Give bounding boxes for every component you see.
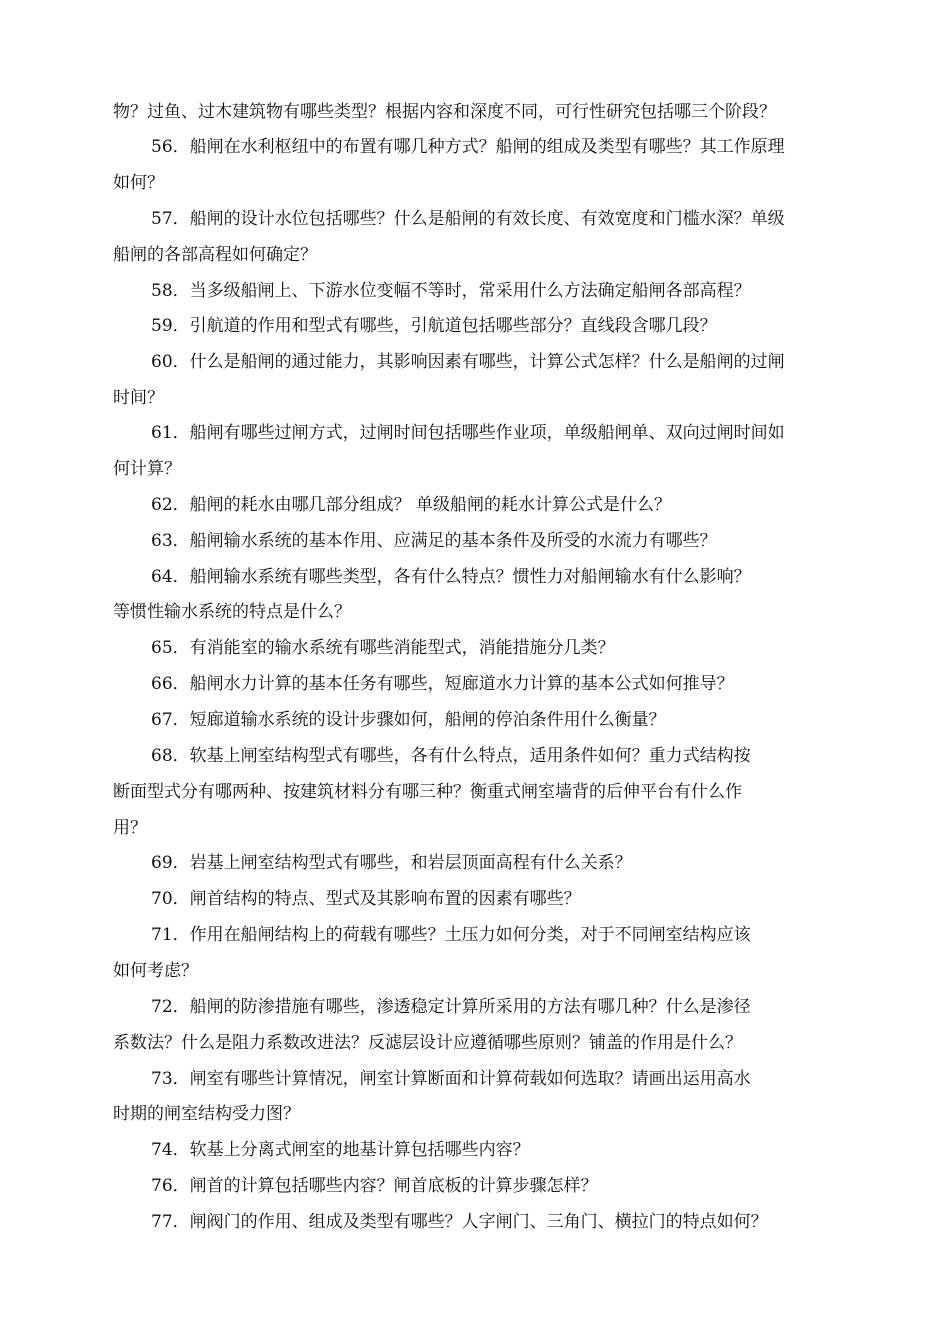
question-65-line-1	[0, 637, 950, 659]
question-61-line-1	[0, 422, 950, 444]
question-76-line-1	[0, 1175, 950, 1197]
line-text: 等惯性输水系统的特点是什么？	[113, 602, 351, 622]
question-61-line-2	[0, 458, 950, 480]
line-text: 74．软基上分离式闸室的地基计算包括哪些内容？	[151, 1140, 530, 1160]
line-text: 70．闸首结构的特点、型式及其影响布置的因素有哪些？	[151, 889, 581, 909]
line-text: 58．当多级船闸上、下游水位变幅不等时，常采用什么方法确定船闸各部高程？	[151, 281, 751, 301]
question-60-line-2	[0, 387, 950, 409]
question-72-line-2	[0, 1032, 950, 1054]
question-71-line-2	[0, 960, 950, 982]
question-66-line-1	[0, 673, 950, 695]
line-text: 物？过鱼、过木建筑物有哪些类型？根据内容和深度不同，可行性研究包括哪三个阶段？	[113, 102, 776, 122]
line-text: 66．船闸水力计算的基本任务有哪些，短廊道水力计算的基本公式如何推导？	[151, 674, 734, 694]
line-text: 60．什么是船闸的通过能力，其影响因素有哪些，计算公式怎样？什么是船闸的过闸	[151, 352, 785, 372]
question-70-line-1	[0, 888, 950, 910]
question-60-line-1	[0, 351, 950, 373]
text-line	[0, 101, 950, 123]
line-text: 68．软基上闸室结构型式有哪些，各有什么特点，适用条件如何？重力式结构按	[151, 746, 751, 766]
line-text: 船闸的各部高程如何确定？	[113, 245, 317, 265]
line-text: 63．船闸输水系统的基本作用、应满足的基本条件及所受的水流力有哪些？	[151, 531, 717, 551]
question-73-line-1	[0, 1068, 950, 1090]
line-text: 如何？	[113, 173, 164, 193]
question-56-line-1	[0, 136, 950, 158]
line-text: 时间？	[113, 388, 164, 408]
question-69-line-1	[0, 852, 950, 874]
question-64-line-1	[0, 566, 950, 588]
question-63-line-1	[0, 530, 950, 552]
question-71-line-1	[0, 924, 950, 946]
line-text: 73．闸室有哪些计算情况，闸室计算断面和计算荷载如何选取？请画出运用高水	[151, 1069, 751, 1089]
question-68-line-3	[0, 817, 950, 839]
line-text: 69．岩基上闸室结构型式有哪些，和岩层顶面高程有什么关系？	[151, 853, 632, 873]
question-72-line-1	[0, 996, 950, 1018]
line-text: 何计算？	[113, 459, 181, 479]
line-text: 65．有消能室的输水系统有哪些消能型式，消能措施分几类？	[151, 638, 615, 658]
question-59-line-1	[0, 315, 950, 337]
line-text: 77．闸阀门的作用、组成及类型有哪些？人字闸门、三角门、横拉门的特点如何？	[151, 1212, 768, 1232]
line-text: 系数法？什么是阻力系数改进法？反滤层设计应遵循哪些原则？铺盖的作用是什么？	[113, 1033, 742, 1053]
question-68-line-1	[0, 745, 950, 767]
question-64-line-2	[0, 601, 950, 623]
line-text: 如何考虑？	[113, 961, 198, 981]
question-56-line-2	[0, 172, 950, 194]
question-67-line-1	[0, 709, 950, 731]
line-text: 用？	[113, 818, 147, 838]
line-text: 时期的闸室结构受力图？	[113, 1104, 300, 1124]
line-text: 57．船闸的设计水位包括哪些？什么是船闸的有效长度、有效宽度和门槛水深？单级	[151, 209, 785, 229]
line-text: 72．船闸的防渗措施有哪些，渗透稳定计算所采用的方法有哪几种？什么是渗径	[151, 997, 751, 1017]
question-57-line-2	[0, 244, 950, 266]
question-62-line-1	[0, 494, 950, 516]
line-text: 62．船闸的耗水由哪几部分组成？ 单级船闸的耗水计算公式是什么？	[151, 495, 672, 515]
line-text: 67．短廊道输水系统的设计步骤如何，船闸的停泊条件用什么衡量？	[151, 710, 666, 730]
question-57-line-1	[0, 208, 950, 230]
line-text: 断面型式分有哪两种、按建筑材料分有哪三种？衡重式闸室墙背的后伸平台有什么作	[113, 782, 742, 802]
question-68-line-2	[0, 781, 950, 803]
question-73-line-2	[0, 1103, 950, 1125]
line-text: 56．船闸在水利枢纽中的布置有哪几种方式？船闸的组成及类型有哪些？其工作原理	[151, 137, 785, 157]
question-74-line-1	[0, 1139, 950, 1161]
line-text: 64．船闸输水系统有哪些类型，各有什么特点？惯性力对船闸输水有什么影响？	[151, 567, 751, 587]
line-text: 61．船闸有哪些过闸方式，过闸时间包括哪些作业项，单级船闸单、双向过闸时间如	[151, 423, 785, 443]
question-58-line-1	[0, 280, 950, 302]
line-text: 59．引航道的作用和型式有哪些，引航道包括哪些部分？直线段含哪几段？	[151, 316, 717, 336]
line-text: 71．作用在船闸结构上的荷载有哪些？土压力如何分类，对于不同闸室结构应该	[151, 925, 751, 945]
question-77-line-1	[0, 1211, 950, 1233]
line-text: 76．闸首的计算包括哪些内容？闸首底板的计算步骤怎样？	[151, 1176, 598, 1196]
